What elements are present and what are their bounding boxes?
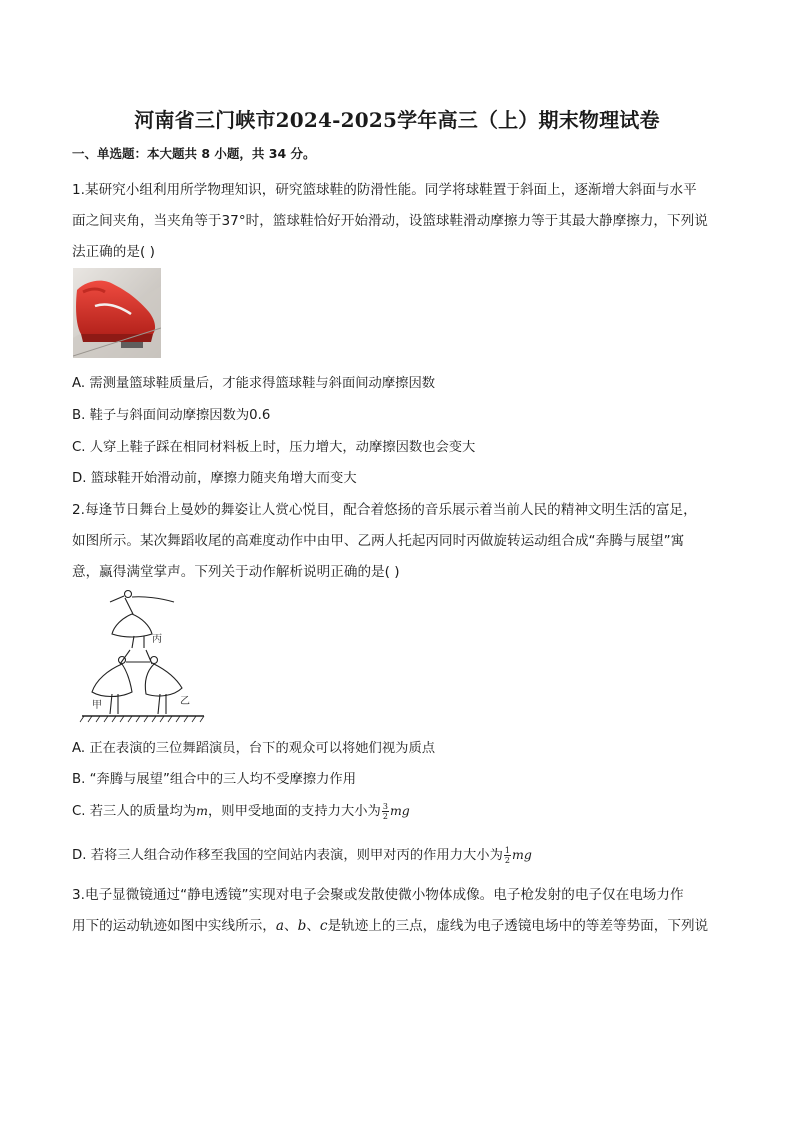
basketball-shoe-photo: [73, 268, 161, 358]
dancers-figure: [78, 588, 206, 724]
fraction-1-2: $\frac{1}{2}$: [504, 845, 510, 865]
q2-option-c: [72, 800, 410, 821]
q2-option-c-mid: ，则甲受地面的支持力大小为: [207, 804, 381, 819]
point-c: c: [319, 918, 328, 934]
q2-option-a: A. 正在表演的三位舞蹈演员，台下的观众可以将她们视为质点: [72, 741, 436, 756]
q1-option-b: B. 鞋子与斜面间动摩擦因数为0.6: [72, 408, 271, 423]
q2-option-b: B. “奔腾与展望”组合中的三人均不受摩擦力作用: [72, 772, 356, 787]
q2-option-c-unit: mg: [389, 803, 410, 818]
section-heading: 一、单选题：本大题共 8 小题，共 34 分。: [72, 146, 316, 161]
q1-option-d: D. 篮球鞋开始滑动前，摩擦力随夹角增大而变大: [72, 471, 357, 486]
label-jia: 甲: [92, 700, 102, 711]
q1-line-1: 1.某研究小组利用所学物理知识，研究篮球鞋的防滑性能。同学将球鞋置于斜面上，逐渐增大斜面与水平: [72, 182, 697, 198]
point-a: a: [275, 918, 285, 934]
page-title: 河南省三门峡市2024-2025学年高三（上）期末物理试卷: [134, 108, 660, 132]
point-b: b: [297, 918, 307, 934]
q2-option-d: [72, 844, 532, 865]
q3-line-2: 用下的运动轨迹如图中实线所示，a、b、c是轨迹上的三点，虚线为电子透镜电场中的等差等势面，下列说: [72, 918, 709, 934]
q2-option-c-prefix: C. 若三人的质量均为: [72, 804, 197, 819]
q1-option-a: A. 需测量篮球鞋质量后，才能求得篮球鞋与斜面间动摩擦因数: [72, 376, 436, 391]
q1-option-c: C. 人穿上鞋子踩在相同材料板上时，压力增大，动摩擦因数也会变大: [72, 440, 476, 455]
q2-line-1: 2.每逢节日舞台上曼妙的舞姿让人赏心悦目，配合着悠扬的音乐展示着当前人民的精神文明生活的富足，: [72, 502, 697, 518]
q2-option-c-var: m: [196, 803, 208, 818]
fraction-3-2: $\frac{3}{2}$: [382, 801, 388, 821]
label-bing: 丙: [152, 634, 162, 645]
q2-line-2: 如图所示。某次舞蹈收尾的高难度动作中由甲、乙两人托起丙同时丙做旋转运动组合成“奔腾与展望”寓: [72, 533, 685, 549]
q2-line-3: 意，赢得满堂掌声。下列关于动作解析说明正确的是( ): [72, 564, 400, 580]
q1-line-3: 法正确的是( ): [72, 244, 155, 260]
label-yi: 乙: [180, 696, 190, 707]
q2-option-d-prefix: D. 若将三人组合动作移至我国的空间站内表演，则甲对丙的作用力大小为: [72, 848, 503, 863]
q1-line-2: 面之间夹角，当夹角等于37°时，篮球鞋恰好开始滑动，设篮球鞋滑动摩擦力等于其最大静摩擦力，下列说: [72, 213, 708, 229]
q2-option-d-unit: mg: [512, 847, 532, 862]
q3-line-1: 3.电子显微镜通过“静电透镜”实现对电子会聚或发散使微小物体成像。电子枪发射的电子仅在电场力作: [72, 887, 684, 903]
